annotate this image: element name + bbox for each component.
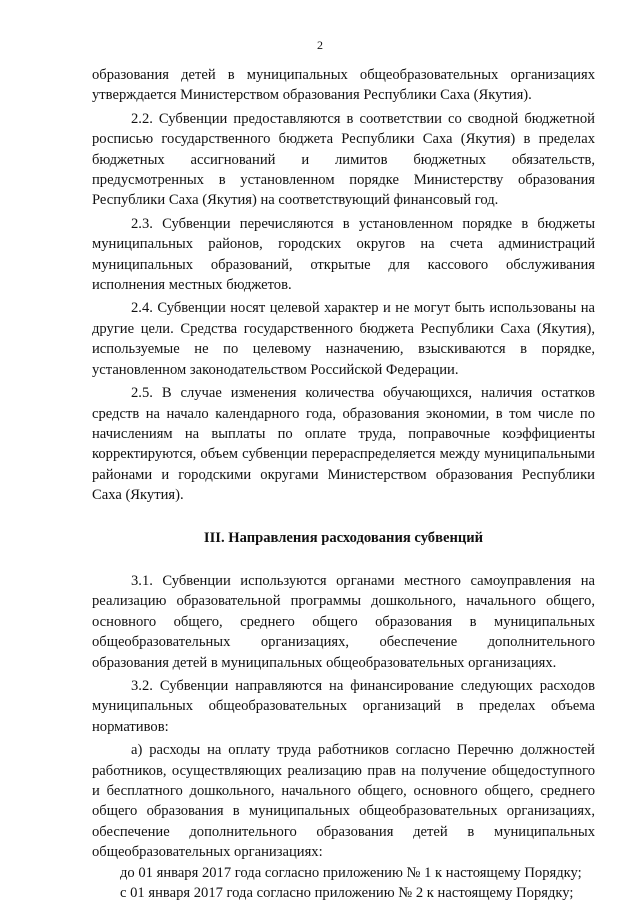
document-body: [92, 65, 595, 903]
paragraph-2-5: 2.5. В случае изменения количества обучающихся, наличия остатков средств на начало календарного года, образования экономии, в том числе по начислениям на выплаты по оплате труда, поправочные коэффициенты корректируются, объем субвенции перераспределяется между муниципальными районами и городскими округами Министерством образования Республики Саха (Якутия).: [92, 385, 595, 504]
section-heading: III. Направления расходования субвенций: [203, 529, 484, 546]
paragraph-3-1: 3.1. Субвенции используются органами местного самоуправления на реализацию образовательной программы дошкольного, начального общего, основного общего, среднего общего образования в муниципальных общеобразовательных организациях, обеспечение дополнительного образования детей в муниципальных общеобразовательных организациях.: [92, 572, 595, 671]
list-subitem-a-1: до 01 января 2017 года согласно приложению № 1 к настоящему Порядку;: [120, 864, 582, 881]
paragraph-3-2: 3.2. Субвенции направляются на финансирование следующих расходов муниципальных общеобразовательных организаций в пределах объема нормативов:: [92, 677, 595, 735]
page-number: 2: [317, 38, 323, 52]
paragraph-continuation: образования детей в муниципальных общеобразовательных организациях утверждается Министерством образования Республики Саха (Якутия).: [92, 67, 595, 104]
list-subitem-a-2: с 01 января 2017 года согласно приложению № 2 к настоящему Порядку;: [120, 885, 574, 902]
paragraph-2-2: 2.2. Субвенции предоставляются в соответствии со сводной бюджетной росписью государственного бюджета Республики Саха (Якутия) в пределах бюджетных ассигнований и лимитов бюджетных обязательств, предусмотренных в установленном порядке Министерству образования Республики Саха (Якутия) на соответствующий финансовый год.: [92, 110, 595, 209]
list-item-a: а) расходы на оплату труда работников согласно Перечню должностей работников, осуществляющих реализацию прав на получение общедоступного и бесплатного дошкольного, начального общего, основного общего, среднего общего образования в муниципальных общеобразовательных организациях, обеспечение дополнительного образования детей в муниципальных общеобразовательных организациях:: [92, 742, 595, 861]
paragraph-2-4: 2.4. Субвенции носят целевой характер и не могут быть использованы на другие цели. Средства государственного бюджета Республики Саха (Якутия), используемые не по целевому назначению, взыскиваются в порядке, установленном законодательством Российской Федерации.: [92, 300, 595, 378]
paragraph-2-3: 2.3. Субвенции перечисляются в установленном порядке в бюджеты муниципальных районов, городских округов на счета администраций муниципальных образований, открытые для кассового обслуживания исполнения местных бюджетов.: [92, 215, 595, 294]
